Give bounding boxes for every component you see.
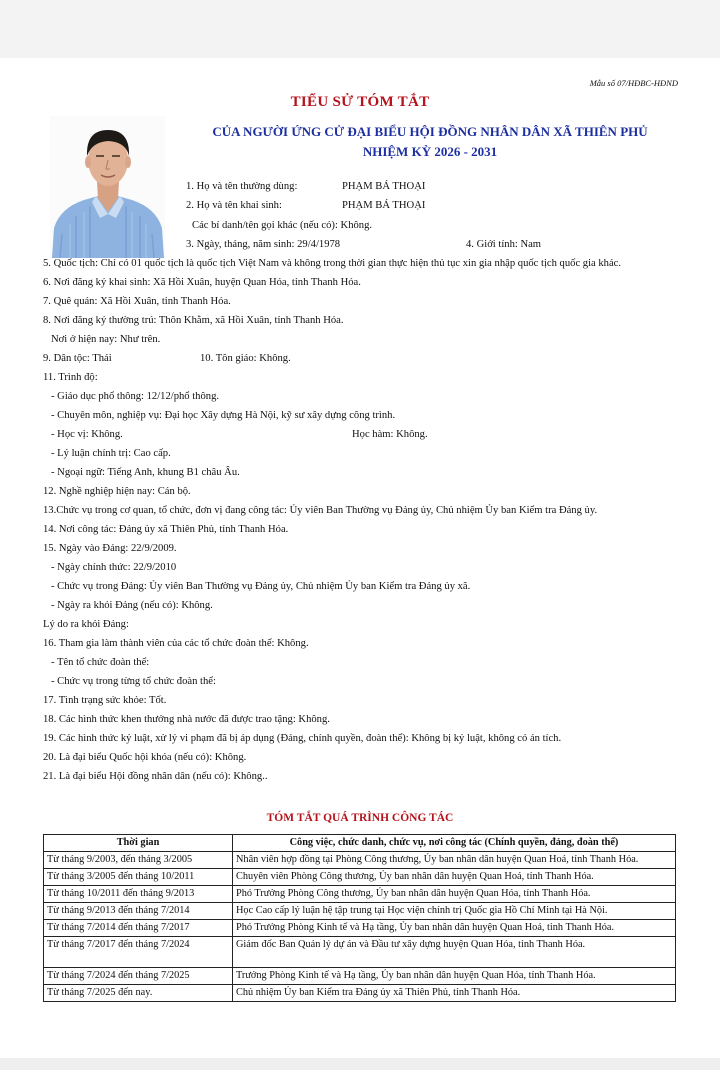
academic-title: Học hàm: Không. (352, 429, 428, 440)
organization-position: - Chức vụ trong từng tổ chức đoàn thể: (51, 676, 216, 687)
row-time: Từ tháng 7/2014 đến tháng 7/2017 (44, 920, 233, 937)
party-official-date: - Ngày chính thức: 22/9/2010 (51, 562, 177, 573)
row-time: Từ tháng 10/2011 đến tháng 9/2013 (44, 886, 233, 903)
document-title: TIỂU SỬ TÓM TẮT (290, 94, 430, 110)
row-description: Học Cao cấp lý luận hệ tập trung tại Học viện chính trị Quốc gia Hồ Chí Minh tại Hà Nội. (233, 903, 676, 920)
work-history-table (43, 834, 676, 1002)
column-header-time: Thời gian (44, 835, 233, 852)
specialty: - Chuyên môn, nghiệp vụ: Đại học Xây dựng Hà Nội, kỹ sư xây dựng công trình. (51, 410, 396, 421)
row-description: Giám đốc Ban Quản lý dự án và Đầu tư xây dựng huyện Quan Hóa, tỉnh Thanh Hóa. (233, 937, 676, 968)
item-8-current-residence: Nơi ở hiện nay: Như trên. (51, 334, 161, 345)
item-4-gender: 4. Giới tính: Nam (466, 239, 542, 250)
item-9-ethnicity: 9. Dân tộc: Thái (43, 353, 112, 364)
party-leave-reason: Lý do ra khỏi Đảng: (43, 619, 129, 630)
general-education: - Giáo dục phổ thông: 12/12/phổ thông. (51, 391, 220, 402)
item-21-peoples-council: 21. Là đại biểu Hội đồng nhân dân (nếu có): Không.. (43, 771, 268, 782)
table-row (44, 968, 676, 985)
document-subtitle (190, 122, 670, 162)
candidate-photo (50, 116, 165, 258)
table-row (44, 852, 676, 869)
row-description: Nhân viên hợp đồng tại Phòng Công thương, Ủy ban nhân dân huyện Quan Hoá, tỉnh Thanh Hóa. (233, 852, 676, 869)
party-position: - Chức vụ trong Đảng: Ủy viên Ban Thường vụ Đảng ủy, Chủ nhiệm Ủy ban Kiểm tra Đảng ủy xã. (51, 581, 471, 592)
top-margin (0, 0, 720, 58)
item-19-discipline: 19. Các hình thức kỷ luật, xử lý vi phạm đã bị áp dụng (Đảng, chính quyền, đoàn thể): Không bị kỷ luật, không có án tích. (43, 733, 562, 744)
row-description: Phó Trưởng Phòng Kinh tế và Hạ tầng, Ủy ban nhân dân huyện Quan Hoá, tỉnh Thanh Hóa. (233, 920, 676, 937)
subtitle-line-1: CỦA NGƯỜI ỨNG CỬ ĐẠI BIỂU HỘI ĐỒNG NHÂN DÂN XÃ THIÊN PHỦ (212, 124, 648, 139)
item-2-label: 2. Họ và tên khai sinh: (186, 200, 282, 211)
row-time: Từ tháng 9/2003, đến tháng 3/2005 (44, 852, 233, 869)
political-theory: - Lý luận chính trị: Cao cấp. (51, 448, 171, 459)
item-6-birth-registration: 6. Nơi đăng ký khai sinh: Xã Hồi Xuân, huyện Quan Hóa, tỉnh Thanh Hóa. (43, 277, 361, 288)
item-11-qualification: 11. Trình độ: (43, 372, 98, 383)
item-20-national-assembly: 20. Là đại biểu Quốc hội khóa (nếu có): Không. (43, 752, 247, 763)
party-leave-date: - Ngày ra khỏi Đảng (nếu có): Không. (51, 600, 213, 611)
aliases: Các bí danh/tên gọi khác (nếu có): Không. (192, 220, 373, 231)
academic-degree: - Học vị: Không. (51, 429, 123, 440)
table-row (44, 903, 676, 920)
table-header-row (44, 835, 676, 852)
row-time: Từ tháng 9/2013 đến tháng 7/2014 (44, 903, 233, 920)
table-row (44, 920, 676, 937)
item-2-value: PHẠM BÁ THOẠI (342, 200, 426, 211)
row-description: Chủ nhiệm Ủy ban Kiểm tra Đảng ủy xã Thiên Phủ, tỉnh Thanh Hóa. (233, 985, 676, 1002)
item-14-workplace: 14. Nơi công tác: Đảng ủy xã Thiên Phủ, tỉnh Thanh Hóa. (43, 524, 289, 535)
item-10-religion: 10. Tôn giáo: Không. (200, 353, 291, 364)
item-8-residence: 8. Nơi đăng ký thường trú: Thôn Khằm, xã Hồi Xuân, tỉnh Thanh Hóa. (43, 315, 344, 326)
column-header-description: Công việc, chức danh, chức vụ, nơi công tác (Chính quyền, đảng, đoàn thể) (233, 835, 676, 852)
table-row (44, 869, 676, 886)
organization-name: - Tên tổ chức đoàn thể: (51, 657, 150, 668)
item-7-hometown: 7. Quê quán: Xã Hồi Xuân, tỉnh Thanh Hóa. (43, 296, 231, 307)
subtitle-line-2: NHIỆM KỲ 2026 - 2031 (362, 144, 498, 159)
item-17-health: 17. Tình trạng sức khỏe: Tốt. (43, 695, 167, 706)
bottom-margin (0, 1058, 720, 1070)
item-3-birthdate: 3. Ngày, tháng, năm sinh: 29/4/1978 (186, 239, 341, 250)
document-page (0, 58, 720, 1058)
item-15-party-join: 15. Ngày vào Đảng: 22/9/2009. (43, 543, 177, 554)
row-description: Chuyên viên Phòng Công thương, Ủy ban nhân dân huyện Quan Hoá, tỉnh Thanh Hóa. (233, 869, 676, 886)
item-1-value: PHẠM BÁ THOẠI (342, 181, 426, 192)
row-description: Phó Trưởng Phòng Công thương, Ủy ban nhân dân huyện Quan Hóa, tỉnh Thanh Hóa. (233, 886, 676, 903)
item-18-awards: 18. Các hình thức khen thưởng nhà nước đã được trao tặng: Không. (43, 714, 330, 725)
item-16-organizations: 16. Tham gia làm thành viên của các tổ chức đoàn thể: Không. (43, 638, 309, 649)
row-time: Từ tháng 7/2024 đến tháng 7/2025 (44, 968, 233, 985)
row-time: Từ tháng 7/2017 đến tháng 7/2024 (44, 937, 233, 968)
table-row (44, 937, 676, 968)
item-12-occupation: 12. Nghề nghiệp hiện nay: Cán bộ. (43, 486, 191, 497)
work-history-title: TÓM TẮT QUÁ TRÌNH CÔNG TÁC (266, 812, 454, 824)
table-row (44, 886, 676, 903)
item-5-nationality: 5. Quốc tịch: Chỉ có 01 quốc tịch là quốc tịch Việt Nam và không trong thời gian thực hiện thủ tục xin gia nhập quốc tịch quốc gia khác. (43, 258, 622, 269)
row-time: Từ tháng 3/2005 đến tháng 10/2011 (44, 869, 233, 886)
row-time: Từ tháng 7/2025 đến nay. (44, 985, 233, 1002)
foreign-language: - Ngoại ngữ: Tiếng Anh, khung B1 châu Âu. (51, 467, 240, 478)
item-13-position: 13.Chức vụ trong cơ quan, tổ chức, đơn vị đang công tác: Ủy viên Ban Thường vụ Đảng ủy, Chủ nhiệm Ủy ban Kiểm tra Đảng ủy. (43, 505, 598, 516)
row-description: Trưởng Phòng Kinh tế và Hạ tầng, Ủy ban nhân dân huyện Quan Hóa, tỉnh Thanh Hóa. (233, 968, 676, 985)
item-1-label: 1. Họ và tên thường dùng: (186, 181, 298, 192)
table-row (44, 985, 676, 1002)
form-number: Mẫu số 07/HĐBC-HĐND (589, 78, 678, 88)
